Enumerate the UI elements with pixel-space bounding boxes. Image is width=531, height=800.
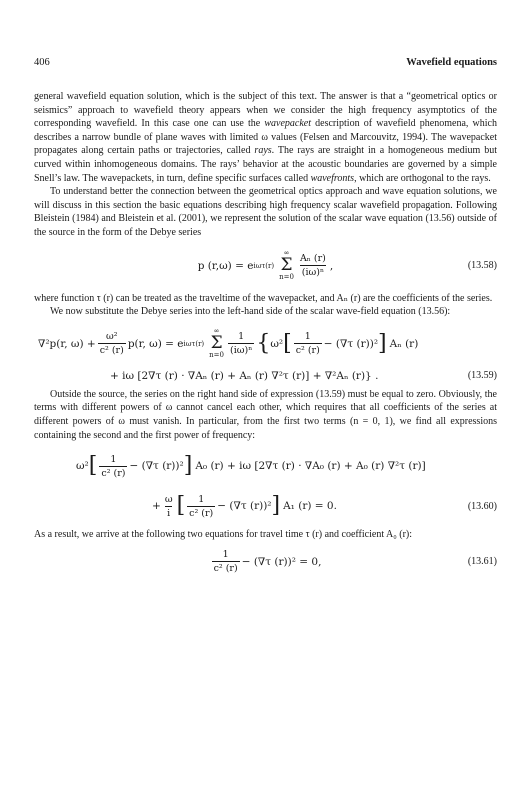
term-wavefronts: wavefronts [310, 172, 355, 184]
fraction: $\frac{1}{\text{c² (r)}}$ [101, 453, 126, 479]
fraction: $\frac{1}{\text{c² (r)}}$ [295, 331, 320, 357]
summation: ∞ Σ n=0 [279, 249, 294, 282]
fraction: $\frac{1}{\text{c² (r)}}$ [213, 549, 238, 575]
equation-number: (13.58) [467, 260, 497, 272]
page-header [34, 57, 497, 68]
equation-13-61: $\frac{1}{\text{c² (r)}}$ − (∇τ (r))² = 0, (13.61) [213, 549, 497, 575]
equation-13-60-line-2: + $\frac{\omega}{i}$ [ $\frac{1}{\text{c² (r)}}$ − (∇τ (r))² ] A₁ (r) = 0. (13.60) [152, 493, 497, 519]
equation-number: (13.61) [467, 556, 497, 568]
paragraph-4: We now substitute the Debye series into the left-hand side of the scalar wave-field equation (13.56): [50, 306, 451, 318]
fraction: $\frac{1}{\text{c² (r)}}$ [189, 493, 214, 519]
equation-number: (13.59) [467, 370, 497, 382]
summation: ∞ Σ n=0 [209, 327, 224, 360]
paragraph-2: To understand better the connection between the geometrical optics approach and wave equation solutions, we will discuss in this section the basic equations describing high frequency scalar wavefield propagation. Following Bleistein (1984) and Bleistein et al. (2001), we represent the solution of the scalar wave equation (13.56) outside of the source in the form of the Debye series [34, 186, 497, 238]
running-title: Wavefield equations [406, 57, 497, 68]
equation-13-60-line-1: ω² [ $\frac{1}{\text{c² (r)}}$ − (∇τ (r))² ] A₀ (r) + iω [2∇τ (r) · ∇A₀ (r) + A₀ (r) ∇²τ (r)] [76, 453, 426, 479]
paragraph-3: where function τ (r) can be treated as the traveltime of the wavepacket, and Aₙ (r) are the coefficients of the series. [34, 292, 493, 304]
equation-number: (13.60) [467, 500, 497, 512]
equation-13-58: p (r,ω) = e iωτ(r) ∞ Σ n=0 $\frac{\text{Aₙ (r)}}{\text{(iω)ⁿ}}$ , (13.58) [197, 249, 497, 282]
paragraph-1: general wavefield equation solution, which is the subject of this text. The answer is that a “geometrical optics or seismics” approach to wavefield theory appears when we consider the high frequency asymptotics of the corresponding wavefield. In this case one can use the wavepacket description of wavefield phenomena, which describes a narrow bundle of plane waves with limited ω values (Felsen and Marcouvitz, 1994). The wavepacket propagates along certain paths or trajectories, called rays. The rays are straight in a homogeneous medium but curved within inhomogeneous domains. The rays’ behavior at the acoustic boundaries are governed by a simple Snell’s law. The wavepackets, in turn, define specific surfaces called wavefronts, which are orthogonal to the rays. [34, 91, 497, 184]
fraction: $\frac{\omega}{i}$ [164, 493, 173, 519]
paragraph-5: Outside the source, the series on the right hand side of expression (13.59) must be equal to zero. Obviously, the terms with different powers of ω cannot cancel each other, which requires that all coefficients of the series at different powers of ω must vanish. In particular, from the first two terms (n = 0, 1), we find all expressions containing the second and the first power of frequency: [34, 388, 497, 441]
equation-13-59-line-2: + iω [2∇τ (r) · ∇Aₙ (r) + Aₙ (r) ∇²τ (r)] + ∇²Aₙ (r)} . (13.59) [110, 369, 497, 382]
fraction: $\frac{1}{\text{(iω)ⁿ}}$ [230, 331, 253, 357]
fraction: $\frac{\text{Aₙ (r)}}{\text{(iω)ⁿ}}$ [299, 253, 326, 279]
term-rays: rays [254, 145, 272, 157]
page-number: 406 [34, 57, 50, 68]
fraction: $\frac{\text{ω²}}{\text{c² (r)}}$ [99, 331, 124, 357]
equation-13-59-line-1: ∇²p(r, ω) + $\frac{\text{ω²}}{\text{c² (r)}}$ p(r, ω) = e iωτ(r) ∞ Σ n=0 $\frac{1}{\text{(iω)ⁿ}}$ { ω² [ $\frac{1}{\text{c² (r)}}$ − (∇τ (r))² ] Aₙ (r) [38, 327, 419, 360]
term-wavepacket: wavepacket [264, 118, 311, 130]
paragraph-6: As a result, we arrive at the following two equations for travel time τ (r) and coefficient A₀ (r): [34, 529, 413, 541]
